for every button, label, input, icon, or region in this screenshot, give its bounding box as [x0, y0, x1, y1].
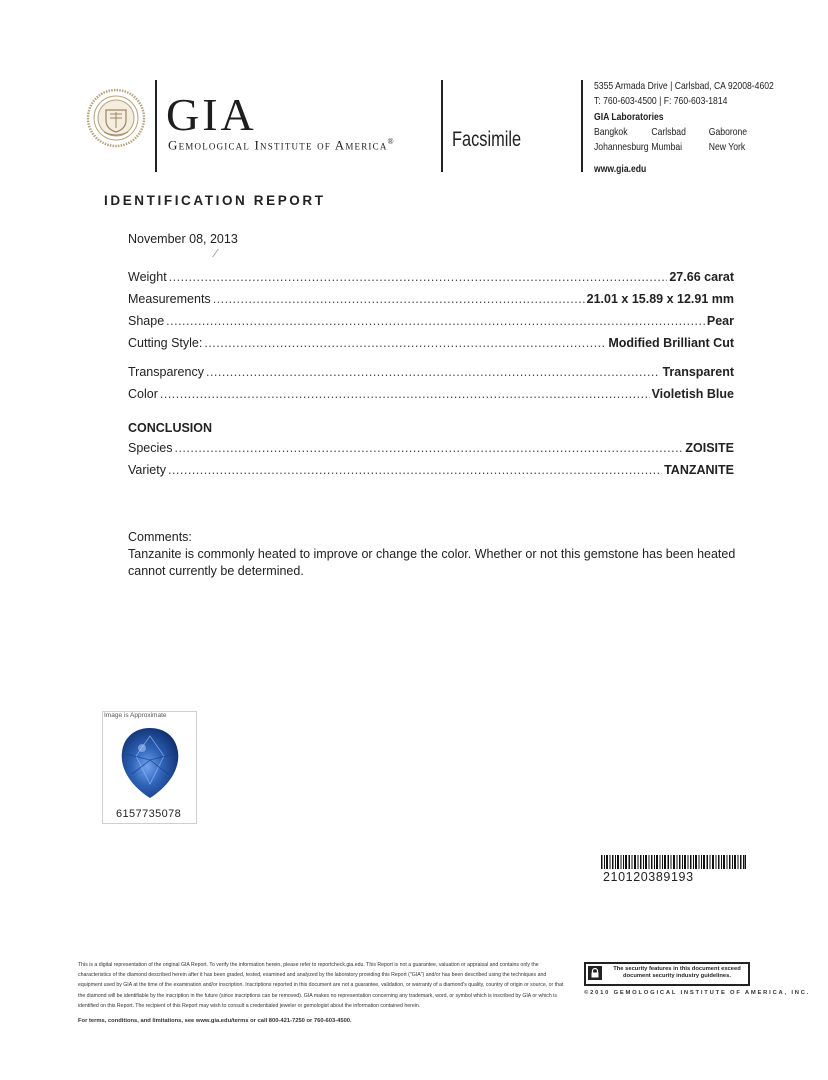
- row-label: Measurements: [128, 292, 211, 306]
- row-value: 27.66 carat: [669, 270, 734, 284]
- security-text: The security features in this document exceed document security industry guidelines.: [613, 966, 741, 979]
- barcode-icon: [601, 855, 746, 869]
- lab-item: Mumbai: [651, 141, 683, 153]
- conclusion-heading: CONCLUSION: [128, 421, 213, 435]
- row-label: Color: [128, 387, 158, 401]
- header-divider: [155, 80, 157, 172]
- barcode-number: 210120389193: [603, 870, 694, 884]
- row-species: [128, 441, 734, 457]
- row-cutting-style: [128, 336, 734, 352]
- header-divider: [441, 80, 443, 172]
- row-shape: [128, 314, 734, 330]
- comments-label: Comments:: [128, 530, 192, 544]
- lab-item: New York: [708, 141, 746, 153]
- website-link: www.gia.edu: [594, 163, 647, 175]
- row-label: Weight: [128, 270, 167, 284]
- row-value: Violetish Blue: [651, 387, 734, 401]
- row-value: Pear: [706, 314, 734, 328]
- gem-image: [118, 726, 182, 800]
- pen-mark: [212, 249, 219, 258]
- row-value: 21.01 x 15.89 x 12.91 mm: [586, 292, 734, 306]
- row-transparency: [128, 365, 734, 381]
- row-measurements: [128, 292, 734, 308]
- address-line: 5355 Armada Drive | Carlsbad, CA 92008-4602: [594, 80, 774, 92]
- row-value: Modified Brilliant Cut: [608, 336, 734, 350]
- row-value: ZOISITE: [685, 441, 734, 455]
- header-divider: [581, 80, 583, 172]
- labs-title: GIA Laboratories: [594, 111, 664, 123]
- lab-item: Gaborone: [708, 126, 748, 138]
- footer-terms: For terms, conditions, and limitations, see www.gia.edu/terms or call 800-421-7250 or 760-603-4500.: [78, 1018, 352, 1024]
- row-label: Variety: [128, 463, 166, 477]
- footer-disclaimer: This is a digital representation of the original GIA Report. To verify the information herein, please refer to reportcheck.gia.edu. This Report is not a guarantee, valuation or appraisal and contains only the characteristics of the diamond described herein after it has been graded, tested, examined and analyzed by the laboratory providing this Report ("GIA") and/or has been described using the techniques and equipment used by GIA at the time of the examination and/or inscription. Inscriptions reported in this document are not a guarantee, validation, or warranty of a diamond's quality, country of origin or source, or that the diamond will be identifiable by the inscription in the future (since inscriptions can be removed). GIA makes no representation concerning any trademark, word, or symbol which is inscribed by GIA or which is identified on this Report. The recipient of this Report may wish to consult a credentialed jeweler or gemologist about the information contained herein.: [78, 962, 564, 1009]
- report-title: IDENTIFICATION REPORT: [104, 193, 326, 208]
- gem-image-number: 6157735078: [116, 808, 182, 820]
- row-label: Shape: [128, 314, 165, 328]
- comments-text: Tanzanite is commonly heated to improve or change the color. Whether or not this gemstone has been heated cannot currently be determined.: [128, 547, 736, 578]
- lab-item: Bangkok: [594, 126, 628, 138]
- lab-item: Carlsbad: [651, 126, 686, 138]
- copyright: ©2010 GEMOLOGICAL INSTITUTE OF AMERICA, INC.: [584, 990, 811, 996]
- row-label: Cutting Style:: [128, 336, 203, 350]
- brand-wordmark: GIA: [166, 89, 257, 140]
- row-value: Transparent: [662, 365, 734, 379]
- lock-icon: [588, 966, 602, 980]
- row-label: Transparency: [128, 365, 204, 379]
- facsimile-label: Facsimile: [452, 128, 522, 151]
- gia-seal-icon: [86, 88, 146, 148]
- image-approx-label: Image is Approximate: [104, 712, 167, 719]
- row-label: Species: [128, 441, 173, 455]
- row-weight: [128, 270, 734, 286]
- brand-subtitle: Gemological Institute of America®: [168, 137, 395, 153]
- row-variety: [128, 463, 734, 479]
- row-color: [128, 387, 734, 403]
- phone-line: T: 760-603-4500 | F: 760-603-1814: [594, 95, 728, 107]
- row-value: TANZANITE: [664, 463, 734, 477]
- lab-item: Johannesburg: [594, 141, 649, 153]
- report-date: November 08, 2013: [128, 232, 238, 246]
